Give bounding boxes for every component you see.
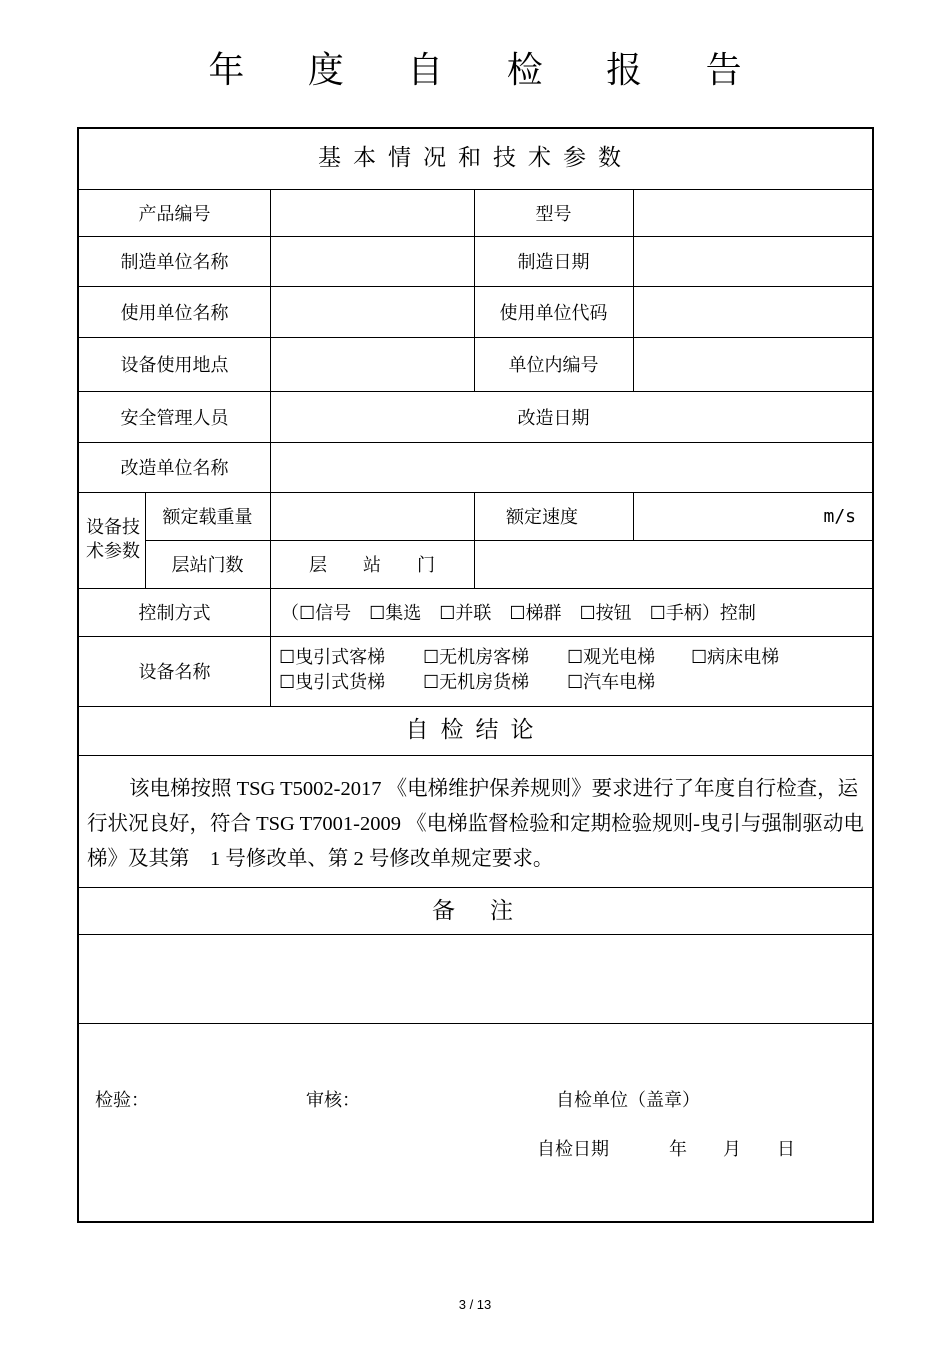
report-table bbox=[77, 127, 874, 1223]
user-unit-label: 使用单位名称 bbox=[120, 302, 229, 324]
model-field[interactable] bbox=[633, 189, 872, 236]
renovation-unit-field[interactable] bbox=[270, 442, 872, 492]
checkbox-freight-traction[interactable]: ☐曳引式货梯 bbox=[279, 672, 386, 693]
checkbox-sightseeing[interactable]: ☐观光电梯 bbox=[567, 647, 656, 668]
checkbox-mrl-freight[interactable]: ☐无机房货梯 bbox=[423, 672, 530, 693]
user-unit-field[interactable] bbox=[270, 286, 474, 337]
floors-extra-field[interactable] bbox=[474, 540, 872, 588]
manufacturer-field[interactable] bbox=[270, 236, 474, 286]
renovation-date-field[interactable] bbox=[633, 391, 872, 442]
basic-info-heading: 基本情况和技术参数 bbox=[318, 145, 633, 171]
self-check-date-fields: 年 月 日 bbox=[669, 1139, 795, 1160]
device-row-1 bbox=[279, 645, 869, 670]
product-no-field[interactable] bbox=[270, 189, 474, 236]
conclusion-heading: 自检结论 bbox=[405, 717, 546, 743]
rated-load-label: 额定载重量 bbox=[162, 507, 253, 528]
manufacture-date-field[interactable] bbox=[633, 236, 872, 286]
device-name-label: 设备名称 bbox=[138, 662, 211, 683]
checkbox-bed-lift[interactable]: ☐病床电梯 bbox=[691, 647, 780, 668]
user-unit-code-field[interactable] bbox=[633, 286, 872, 337]
rated-load-field[interactable] bbox=[270, 492, 474, 540]
location-label: 设备使用地点 bbox=[120, 355, 229, 376]
renovation-unit-label: 改造单位名称 bbox=[120, 458, 229, 479]
control-options[interactable]: （☐信号 ☐集选 ☐并联 ☐梯群 ☐按钮 ☐手柄）控制 bbox=[281, 603, 756, 624]
tech-params-label: 设备技术参数 bbox=[86, 517, 140, 562]
renovation-date-label: 改造日期 bbox=[517, 407, 590, 429]
speed-unit: m/s bbox=[823, 505, 856, 527]
manufacturer-label: 制造单位名称 bbox=[120, 252, 229, 273]
inspector-label: 检验： bbox=[95, 1090, 149, 1111]
reviewer-label: 审核： bbox=[306, 1090, 360, 1111]
safety-manager-field[interactable] bbox=[270, 391, 474, 442]
checkbox-car-lift[interactable]: ☐汽车电梯 bbox=[567, 672, 656, 693]
internal-no-field[interactable] bbox=[633, 337, 872, 391]
page-title: 年 度 自 检 报 告 bbox=[208, 50, 768, 91]
remarks-heading: 备 注 bbox=[432, 898, 519, 924]
conclusion-text: 该电梯按照 TSG T5002-2017 《电梯维护保养规则》要求进行了年度自行检查，运行状况良好，符合 TSG T7001-2009 《电梯监督检验和定期检验规则-曳引与强制驱动电梯》及其第 1 号修改单、第 2 号修改单规定要求。 bbox=[87, 778, 864, 870]
page-number: 3 / 13 bbox=[458, 1297, 492, 1312]
user-unit-code-label: 使用单位代码 bbox=[499, 302, 608, 324]
internal-no-label: 单位内编号 bbox=[508, 355, 599, 376]
model-label: 型号 bbox=[535, 203, 572, 225]
checkbox-mrl-passenger[interactable]: ☐无机房客梯 bbox=[423, 647, 530, 668]
control-label: 控制方式 bbox=[138, 603, 211, 624]
device-row-2 bbox=[279, 670, 869, 695]
manufacture-date-label: 制造日期 bbox=[517, 252, 590, 273]
location-field[interactable] bbox=[270, 337, 474, 391]
remarks-field[interactable] bbox=[79, 935, 872, 1023]
checkbox-passenger-traction[interactable]: ☐曳引式客梯 bbox=[279, 647, 386, 668]
rated-speed-label: 额定速度 bbox=[506, 507, 578, 528]
self-check-unit-label: 自检单位（盖章） bbox=[556, 1090, 700, 1111]
floors-label: 层站门数 bbox=[171, 555, 244, 576]
product-no-label: 产品编号 bbox=[138, 203, 211, 225]
self-check-date-label: 自检日期 bbox=[537, 1139, 609, 1160]
safety-manager-label: 安全管理人员 bbox=[120, 407, 229, 429]
floors-value: 层 站 门 bbox=[309, 555, 435, 576]
device-options bbox=[279, 645, 869, 695]
